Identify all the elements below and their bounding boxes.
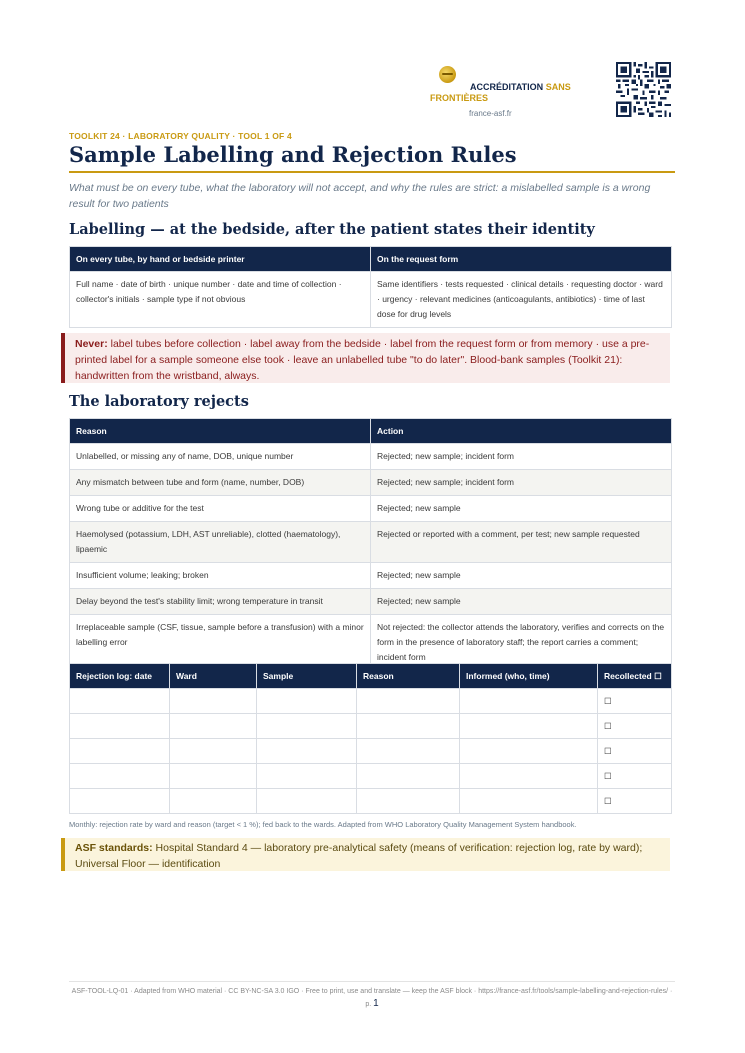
rejects-header-row (70, 419, 672, 444)
log-header-recollected: Recollected ☐ (598, 664, 672, 689)
recollected-checkbox[interactable]: ☐ (598, 789, 672, 814)
reject-reason: Delay beyond the test's stability limit; wrong temperature in transit (70, 589, 371, 615)
toolkit-kicker: TOOLKIT 24 · LABORATORY QUALITY · TOOL 1 OF 4 (69, 131, 292, 141)
log-cell[interactable] (70, 764, 170, 789)
reject-reason: Haemolysed (potassium, LDH, AST unreliable), clotted (haematology), lipaemic (70, 522, 371, 563)
log-cell[interactable] (170, 714, 257, 739)
title-divider (69, 171, 675, 173)
reject-reason: Any mismatch between tube and form (name, number, DOB) (70, 470, 371, 496)
asf-logo-icon (439, 66, 456, 83)
labelling-row (70, 272, 672, 328)
log-cell[interactable] (257, 714, 357, 739)
reject-action: Rejected; new sample (371, 563, 672, 589)
recollected-checkbox[interactable]: ☐ (598, 689, 672, 714)
log-header-date: Rejection log: date (70, 664, 170, 689)
log-cell[interactable] (257, 739, 357, 764)
log-header-sample: Sample (257, 664, 357, 689)
log-row (70, 764, 672, 789)
log-cell[interactable] (357, 714, 460, 739)
reject-reason: Irreplaceable sample (CSF, tissue, sample before a transfusion) with a minor labelling error (70, 615, 371, 671)
recollected-checkbox[interactable]: ☐ (598, 764, 672, 789)
log-header-ward: Ward (170, 664, 257, 689)
labelling-heading: Labelling — at the bedside, after the patient states their identity (69, 221, 595, 238)
log-cell[interactable] (357, 764, 460, 789)
labelling-tube-requirements: Full name · date of birth · unique number · date and time of collection · collector's initials · sample type if not obvious (70, 272, 371, 328)
log-cell[interactable] (170, 689, 257, 714)
never-text: label tubes before collection · label away from the bedside · label from the request form or from memory · use a pre-printed label for a sample someone else took · leave an unlabelled tube "to do later". Blood-bank samples (Toolkit 21): handwritten from the wristband, always. (75, 338, 650, 382)
brand-url: france-asf.fr (469, 109, 512, 118)
reject-action: Rejected or reported with a comment, per test; new sample requested (371, 522, 672, 563)
log-row (70, 739, 672, 764)
qr-code-icon (616, 62, 671, 117)
log-cell[interactable] (460, 689, 598, 714)
asf-standards-text: Hospital Standard 4 — laboratory pre-analytical safety (means of verification: rejection log, rate by ward); Universal Floor — identification (75, 842, 643, 870)
table-row (70, 444, 672, 470)
log-cell[interactable] (70, 789, 170, 814)
brand-name-part2: SANS FRONTIÈRES (430, 82, 571, 103)
rejection-log-table (69, 663, 672, 814)
rejects-table (69, 418, 672, 671)
table-row (70, 522, 672, 563)
page-footer (69, 986, 675, 1011)
labelling-form-requirements: Same identifiers · tests requested · clinical details · requesting doctor · ward · urgency · relevant medicines (anticoagulants, antibiotics) · time of last dose for drug levels (371, 272, 672, 328)
labelling-header-row (70, 247, 672, 272)
log-cell[interactable] (357, 689, 460, 714)
monitoring-footnote: Monthly: rejection rate by ward and reason (target < 1 %); fed back to the wards. Adapted from WHO Laboratory Quality Management System handbook. (69, 820, 577, 829)
log-row (70, 689, 672, 714)
log-cell[interactable] (460, 789, 598, 814)
log-header-row (70, 664, 672, 689)
never-callout (61, 333, 670, 383)
recollected-checkbox[interactable]: ☐ (598, 739, 672, 764)
asf-standards-callout (61, 838, 670, 871)
log-cell[interactable] (170, 764, 257, 789)
table-row (70, 589, 672, 615)
asf-standards-label: ASF standards: (75, 842, 153, 854)
log-header-informed: Informed (who, time) (460, 664, 598, 689)
page-title: Sample Labelling and Rejection Rules (69, 142, 517, 167)
log-cell[interactable] (70, 714, 170, 739)
recollected-checkbox[interactable]: ☐ (598, 714, 672, 739)
log-cell[interactable] (460, 764, 598, 789)
table-row (70, 563, 672, 589)
log-cell[interactable] (170, 739, 257, 764)
log-row (70, 789, 672, 814)
reject-action: Rejected; new sample; incident form (371, 444, 672, 470)
log-cell[interactable] (257, 789, 357, 814)
reject-action: Rejected; new sample; incident form (371, 470, 672, 496)
rejects-action-header: Action (371, 419, 672, 444)
log-cell[interactable] (70, 739, 170, 764)
reject-reason: Wrong tube or additive for the test (70, 496, 371, 522)
labelling-table (69, 246, 672, 328)
log-cell[interactable] (257, 689, 357, 714)
brand-name-part1: ACCRÉDITATION (470, 82, 544, 92)
reject-action: Not rejected: the collector attends the laboratory, verifies and corrects on the form in the presence of laboratory staff; the report carries a comment; incident form (371, 615, 672, 671)
log-cell[interactable] (170, 789, 257, 814)
reject-reason: Unlabelled, or missing any of name, DOB, unique number (70, 444, 371, 470)
reject-reason: Insufficient volume; leaking; broken (70, 563, 371, 589)
log-cell[interactable] (460, 739, 598, 764)
log-cell[interactable] (357, 789, 460, 814)
log-row (70, 714, 672, 739)
page-subtitle: What must be on every tube, what the laboratory will not accept, and why the rules are strict: a mislabelled sample is a wrong result for two patients (69, 182, 651, 210)
labelling-col1-header: On every tube, by hand or bedside printer (70, 247, 371, 272)
reject-action: Rejected; new sample (371, 496, 672, 522)
log-header-reason: Reason (357, 664, 460, 689)
footer-divider (69, 981, 675, 982)
log-cell[interactable] (357, 739, 460, 764)
log-cell[interactable] (460, 714, 598, 739)
page-number: 1 (373, 998, 379, 1009)
footer-text: ASF-TOOL-LQ-01 · Adapted from WHO material · CC BY-NC-SA 3.0 IGO · Free to print, use and translate — keep the ASF block · https://france-asf.fr/tools/sample-labelling-and-rejection-rules/ · p. (71, 988, 673, 1008)
log-cell[interactable] (257, 764, 357, 789)
table-row (70, 470, 672, 496)
labelling-col2-header: On the request form (371, 247, 672, 272)
rejects-reason-header: Reason (70, 419, 371, 444)
reject-action: Rejected; new sample (371, 589, 672, 615)
never-label: Never: (75, 338, 108, 350)
log-cell[interactable] (70, 689, 170, 714)
table-row (70, 496, 672, 522)
rejects-heading: The laboratory rejects (69, 393, 249, 410)
brand-name (430, 82, 590, 104)
